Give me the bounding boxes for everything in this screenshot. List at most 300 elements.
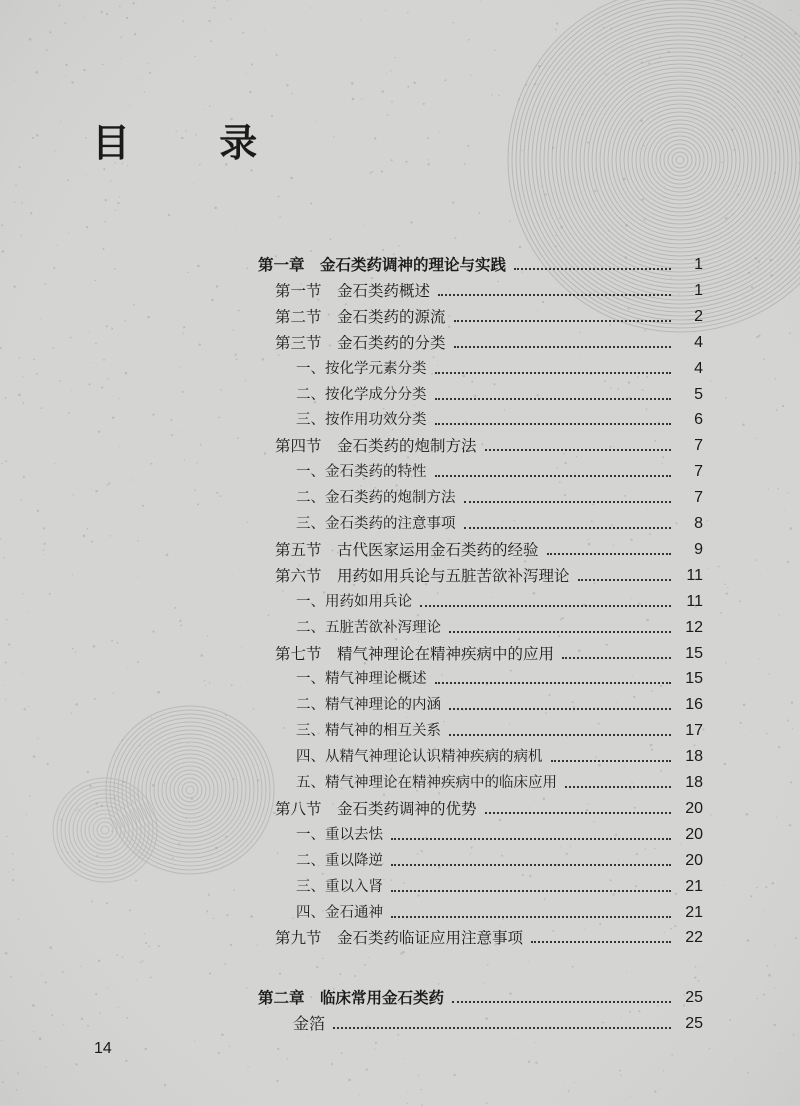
paper-speck (774, 988, 775, 989)
paper-speck (120, 36, 122, 38)
paper-speck (85, 137, 87, 139)
paper-speck (767, 965, 769, 967)
paper-speck (694, 977, 696, 979)
paper-speck (213, 7, 215, 9)
dot-leader (464, 527, 672, 529)
paper-speck (310, 7, 311, 8)
toc-entry-title: 第八节 金石类药调神的优势 (275, 799, 477, 818)
page-number: 14 (94, 1040, 112, 1057)
paper-speck (725, 662, 727, 664)
paper-speck (726, 592, 728, 594)
toc-entry-title: 第七节 精气神理论在精神疾病中的应用 (275, 644, 555, 663)
paper-speck (568, 69, 569, 70)
paper-speck (695, 966, 697, 968)
paper-speck (402, 951, 405, 954)
paper-speck (568, 1090, 570, 1092)
paper-speck (236, 227, 237, 228)
paper-speck (407, 1092, 408, 1093)
paper-speck (788, 492, 789, 493)
paper-speck (361, 19, 362, 20)
paper-speck (86, 226, 88, 228)
paper-speck (102, 64, 104, 66)
toc-entry-title: 四、金石通神 (296, 904, 383, 921)
paper-speck (763, 910, 764, 911)
paper-speck (330, 238, 332, 240)
paper-speck (622, 47, 623, 48)
paper-speck (603, 27, 604, 28)
paper-speck (663, 197, 664, 198)
toc-entry-title: 二、按化学成分分类 (296, 386, 427, 403)
toc-entry-page: 7 (694, 489, 703, 507)
dot-leader (449, 708, 671, 710)
paper-speck (787, 720, 789, 722)
paper-speck (247, 1066, 248, 1067)
paper-speck (359, 1094, 360, 1095)
paper-speck (746, 813, 749, 816)
paper-speck (354, 975, 356, 977)
paper-speck (106, 13, 108, 15)
toc-subsection[interactable] (0, 457, 703, 483)
paper-speck (17, 1072, 19, 1074)
paper-speck (519, 246, 522, 249)
dot-leader (454, 320, 671, 322)
paper-speck (755, 257, 757, 259)
paper-speck (538, 65, 540, 67)
toc-section[interactable] (0, 794, 703, 820)
paper-speck (1, 1040, 2, 1041)
paper-speck (709, 1048, 710, 1049)
paper-speck (770, 274, 772, 276)
paper-speck (65, 64, 67, 66)
paper-speck (528, 961, 529, 962)
toc-subsection[interactable] (0, 380, 703, 406)
paper-speck (83, 17, 84, 18)
paper-speck (770, 259, 772, 261)
paper-speck (775, 378, 776, 379)
dot-leader (391, 916, 671, 918)
paper-speck (279, 973, 281, 975)
toc-entry-page: 20 (685, 799, 703, 817)
paper-speck (374, 1048, 375, 1049)
paper-speck (67, 180, 69, 182)
toc-entry-title: 第九节 金石类药临证应用注意事项 (275, 929, 524, 948)
toc-entry-title: 第三节 金石类药的分类 (275, 333, 446, 352)
paper-speck (402, 1058, 403, 1059)
toc-section[interactable] (0, 535, 703, 561)
paper-speck (278, 196, 280, 198)
toc-entry-page: 7 (694, 463, 703, 481)
paper-speck (710, 814, 712, 816)
paper-speck (789, 332, 791, 334)
paper-speck (290, 177, 293, 180)
paper-speck (582, 113, 584, 115)
paper-speck (215, 1, 216, 2)
paper-speck (777, 488, 778, 489)
toc-entry-title: 一、按化学元素分类 (296, 360, 427, 377)
paper-speck (774, 98, 775, 99)
paper-speck (707, 568, 708, 569)
paper-speck (60, 121, 61, 122)
paper-speck (390, 70, 391, 71)
paper-speck (725, 885, 726, 886)
paper-speck (668, 51, 670, 53)
toc-section[interactable] (0, 923, 703, 949)
toc-entry-page: 20 (685, 825, 703, 843)
paper-speck (381, 90, 383, 92)
paper-speck (534, 1042, 535, 1043)
paper-speck (464, 163, 466, 165)
toc-entry-title: 二、金石类药的炮制方法 (296, 490, 456, 507)
dot-leader (435, 372, 672, 374)
paper-speck (116, 954, 118, 956)
paper-speck (782, 405, 784, 407)
toc-entry-page: 15 (685, 670, 703, 688)
toc-entry-title: 第二节 金石类药的源流 (275, 307, 446, 326)
paper-speck (193, 183, 194, 184)
paper-speck (767, 569, 768, 570)
paper-speck (619, 1070, 621, 1072)
toc-entry-title: 第五节 古代医家运用金石类药的经验 (275, 540, 539, 559)
toc-entry-title: 三、按作用功效分类 (296, 412, 427, 429)
paper-speck (605, 73, 607, 75)
paper-speck (757, 267, 758, 268)
paper-speck (494, 50, 495, 51)
toc-entry-page: 12 (685, 618, 703, 636)
paper-speck (623, 68, 624, 69)
paper-speck (130, 105, 131, 106)
paper-speck (625, 224, 628, 227)
paper-speck (663, 1070, 664, 1071)
paper-speck (747, 939, 749, 941)
toc-entry-title: 一、重以去怯 (296, 826, 383, 843)
paper-speck (541, 186, 542, 187)
paper-speck (5, 952, 8, 955)
paper-speck (564, 1082, 565, 1083)
dot-leader (391, 890, 671, 892)
paper-speck (743, 704, 746, 707)
paper-speck (418, 1075, 419, 1076)
paper-speck (250, 169, 252, 171)
paper-speck (470, 75, 471, 76)
paper-speck (120, 58, 121, 59)
toc-subsection[interactable] (0, 509, 703, 535)
paper-speck (721, 161, 723, 163)
toc-section[interactable] (0, 639, 703, 665)
toc-entry-page: 21 (685, 877, 703, 895)
toc-entry-title: 一、用药如用兵论 (296, 593, 412, 610)
paper-speck (787, 561, 789, 563)
toc-entry-page: 18 (685, 748, 703, 766)
paper-speck (555, 246, 557, 248)
paper-speck (758, 335, 760, 337)
dot-leader (435, 423, 672, 425)
paper-speck (49, 31, 51, 33)
paper-speck (427, 159, 428, 160)
paper-speck (491, 94, 492, 95)
paper-speck (561, 226, 563, 228)
paper-speck (310, 202, 312, 204)
paper-speck (535, 83, 537, 85)
paper-speck (136, 980, 137, 981)
paper-speck (19, 166, 21, 168)
paper-speck (514, 1038, 515, 1039)
paper-speck (798, 15, 799, 16)
paper-speck (438, 131, 439, 132)
paper-speck (528, 1061, 530, 1063)
toc-subsection[interactable] (0, 690, 703, 716)
paper-speck (689, 97, 690, 98)
toc-subsection[interactable] (0, 483, 703, 509)
paper-speck (134, 33, 136, 35)
paper-speck (405, 161, 407, 163)
paper-speck (242, 32, 244, 34)
toc-subsection[interactable] (0, 716, 703, 742)
toc-subsection[interactable] (0, 613, 703, 639)
toc-entry-title: 三、精气神的相互关系 (296, 723, 441, 740)
paper-speck (230, 18, 231, 19)
paper-speck (790, 781, 792, 783)
toc-entry-title: 第二章 临床常用金石类药 (258, 989, 445, 1008)
toc-entry-title: 一、精气神理论概述 (296, 671, 427, 688)
paper-speck (400, 952, 402, 954)
paper-speck (522, 150, 523, 151)
paper-speck (503, 56, 504, 57)
paper-speck (468, 39, 470, 41)
paper-speck (587, 141, 589, 143)
dot-leader (391, 864, 671, 866)
toc-entry-page: 11 (686, 566, 703, 584)
toc-entry-page: 9 (694, 540, 703, 558)
paper-speck (41, 974, 42, 975)
paper-speck (427, 163, 429, 165)
toc-section[interactable] (0, 302, 703, 328)
paper-speck (410, 221, 412, 223)
paper-speck (125, 1060, 127, 1062)
toc-subsection[interactable] (0, 405, 703, 431)
paper-speck (407, 86, 409, 88)
paper-speck (287, 1058, 288, 1059)
paper-speck (119, 196, 120, 197)
toc-section[interactable] (0, 561, 703, 587)
paper-speck (559, 217, 561, 219)
toc-entry-title: 第一章 金石类药调神的理论与实践 (258, 256, 507, 274)
toc-subsection[interactable] (0, 664, 703, 690)
paper-speck (745, 735, 746, 736)
paper-speck (427, 137, 429, 139)
paper-speck (29, 38, 32, 41)
paper-speck (279, 216, 280, 217)
paper-speck (307, 1036, 308, 1037)
dot-leader (514, 268, 671, 270)
paper-speck (208, 20, 210, 22)
toc-entry-page: 8 (694, 515, 703, 532)
paper-speck (766, 733, 768, 735)
paper-speck (117, 202, 119, 204)
paper-speck (729, 1019, 731, 1021)
paper-speck (654, 1090, 656, 1092)
paper-speck (724, 763, 726, 765)
toc-entry-page: 11 (686, 592, 703, 610)
paper-speck (126, 17, 128, 19)
paper-speck (791, 701, 793, 703)
paper-speck (316, 966, 318, 968)
paper-speck (556, 22, 558, 24)
dot-leader (435, 398, 672, 400)
toc-entry-page: 16 (685, 696, 703, 714)
paper-speck (366, 1068, 368, 1070)
toc-subsection[interactable] (0, 768, 703, 794)
toc-entry-page: 25 (685, 1015, 703, 1033)
paper-speck (133, 2, 135, 4)
toc-subsection[interactable] (0, 1009, 703, 1035)
paper-speck (455, 237, 457, 239)
paper-speck (407, 12, 408, 13)
paper-speck (46, 49, 48, 51)
paper-speck (707, 520, 708, 521)
paper-speck (715, 679, 716, 680)
paper-speck (453, 1074, 455, 1076)
paper-speck (763, 359, 765, 361)
paper-speck (768, 974, 771, 977)
paper-speck (39, 1037, 42, 1040)
toc-entry-page: 4 (694, 359, 703, 377)
toc-section[interactable] (0, 431, 703, 457)
paper-speck (66, 75, 67, 76)
toc-subsection[interactable] (0, 820, 703, 846)
paper-speck (363, 224, 364, 225)
paper-speck (778, 746, 780, 748)
toc-subsection[interactable] (0, 898, 703, 924)
paper-speck (14, 80, 15, 81)
paper-speck (407, 1103, 408, 1104)
toc-entry-title: 二、重以降逆 (296, 852, 383, 869)
paper-speck (453, 22, 455, 24)
paper-speck (792, 728, 793, 729)
paper-speck (352, 98, 355, 101)
dot-leader (452, 1001, 671, 1003)
toc-entry-page: 25 (685, 989, 703, 1007)
paper-speck (518, 98, 520, 100)
paper-speck (168, 214, 170, 216)
paper-speck (109, 182, 110, 183)
paper-speck (774, 172, 776, 174)
paper-speck (648, 62, 650, 64)
toc-subsection[interactable] (0, 872, 703, 898)
paper-speck (736, 185, 737, 186)
paper-speck (759, 1, 760, 2)
paper-speck (277, 1048, 279, 1050)
paper-speck (535, 1062, 537, 1064)
paper-speck (733, 149, 735, 151)
dot-leader (578, 579, 671, 581)
paper-speck (763, 994, 765, 996)
paper-speck (322, 958, 323, 959)
paper-speck (140, 962, 141, 963)
paper-speck (105, 199, 107, 201)
paper-speck (56, 245, 57, 246)
paper-speck (111, 180, 112, 181)
dot-leader (435, 682, 672, 684)
paper-speck (626, 971, 627, 972)
paper-speck (65, 22, 67, 24)
paper-speck (452, 201, 454, 203)
toc-subsection[interactable] (0, 587, 703, 613)
toc-entry-page: 17 (685, 722, 703, 740)
dot-leader (435, 475, 672, 477)
page-title: 目 录 (92, 121, 296, 165)
toc-chapter[interactable] (0, 983, 703, 1009)
paper-speck (653, 214, 654, 215)
paper-speck (101, 11, 103, 13)
paper-speck (59, 5, 61, 7)
paper-speck (667, 200, 668, 201)
paper-speck (413, 82, 416, 85)
paper-speck (698, 980, 700, 982)
toc-subsection[interactable] (0, 846, 703, 872)
paper-speck (368, 957, 369, 958)
paper-speck (391, 159, 393, 161)
paper-speck (114, 210, 115, 211)
paper-speck (339, 973, 341, 975)
paper-speck (14, 201, 15, 202)
paper-speck (71, 81, 73, 83)
paper-speck (719, 115, 721, 117)
toc-subsection[interactable] (0, 354, 703, 380)
paper-speck (642, 198, 644, 200)
paper-speck (755, 559, 757, 561)
paper-speck (10, 976, 12, 978)
dot-leader (438, 294, 671, 296)
paper-speck (203, 109, 204, 110)
toc-chapter[interactable] (0, 250, 703, 276)
paper-speck (209, 105, 211, 107)
paper-speck (755, 438, 756, 439)
paper-speck (381, 170, 383, 172)
toc-section[interactable] (0, 276, 703, 302)
paper-speck (362, 98, 363, 99)
toc-entry-page: 1 (694, 281, 703, 299)
toc-subsection[interactable] (0, 742, 703, 768)
toc-entry-page: 18 (685, 774, 703, 791)
paper-speck (15, 185, 17, 187)
paper-speck (776, 409, 777, 410)
toc-entry-page: 20 (685, 851, 703, 869)
paper-speck (54, 151, 55, 152)
paper-speck (251, 63, 253, 65)
toc-section[interactable] (0, 328, 703, 354)
paper-speck (798, 243, 800, 245)
paper-speck (725, 217, 727, 219)
paper-speck (276, 54, 278, 56)
dot-leader (449, 734, 671, 736)
paper-speck (720, 612, 722, 614)
paper-speck (790, 527, 793, 530)
paper-speck (513, 118, 514, 119)
paper-speck (620, 218, 621, 219)
paper-speck (740, 722, 742, 724)
paper-speck (610, 27, 612, 29)
paper-speck (119, 6, 121, 8)
dot-leader (391, 838, 671, 840)
paper-speck (2, 1081, 4, 1083)
paper-speck (36, 134, 38, 136)
toc-entry-page: 2 (694, 307, 703, 325)
dot-leader (333, 1027, 671, 1029)
paper-speck (249, 91, 251, 93)
paper-speck (790, 9, 791, 10)
paper-speck (779, 196, 780, 197)
paper-speck (341, 1052, 343, 1054)
